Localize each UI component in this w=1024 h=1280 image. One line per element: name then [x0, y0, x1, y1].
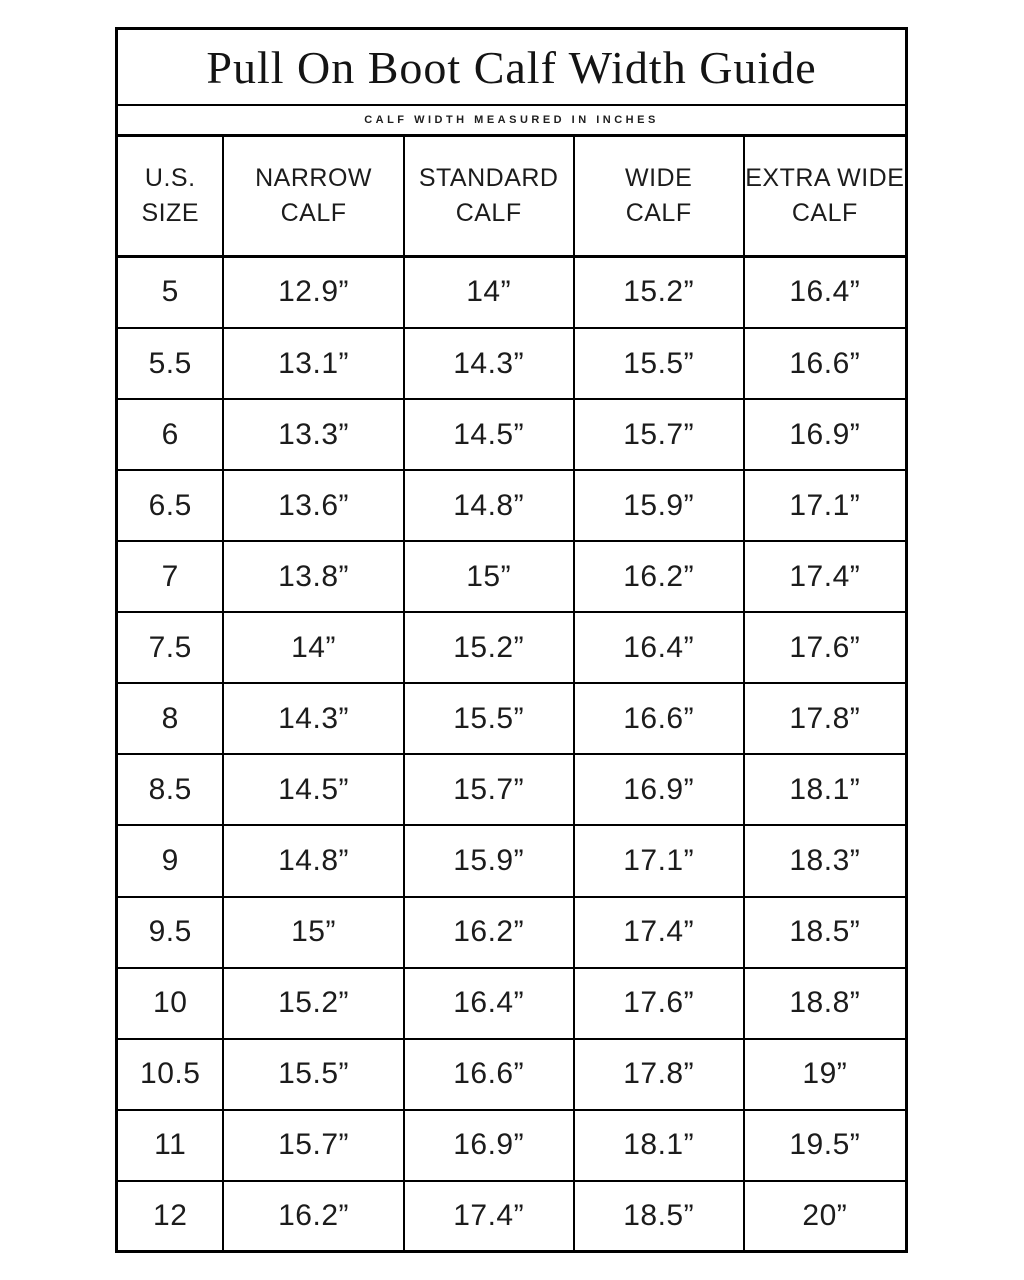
size-cell: 10	[118, 968, 223, 1039]
width-cell: 19.5”	[744, 1110, 905, 1181]
size-cell: 6	[118, 399, 223, 470]
width-cell: 12.9”	[223, 256, 403, 328]
width-cell: 16.9”	[744, 399, 905, 470]
column-header: STANDARD CALF	[404, 137, 574, 256]
width-cell: 16.2”	[223, 1181, 403, 1250]
size-cell: 11	[118, 1110, 223, 1181]
width-cell: 16.2”	[404, 897, 574, 968]
width-cell: 16.6”	[574, 683, 744, 754]
width-cell: 17.1”	[574, 825, 744, 896]
size-cell: 7	[118, 541, 223, 612]
size-cell: 9	[118, 825, 223, 896]
size-cell: 5	[118, 256, 223, 328]
table-row	[118, 968, 905, 1039]
size-cell: 7.5	[118, 612, 223, 683]
table-row	[118, 683, 905, 754]
width-cell: 16.6”	[404, 1039, 574, 1110]
subtitle-note: CALF WIDTH MEASURED IN INCHES	[364, 114, 659, 126]
width-cell: 18.5”	[574, 1181, 744, 1250]
width-cell: 16.4”	[744, 256, 905, 328]
table-row	[118, 825, 905, 896]
width-cell: 18.3”	[744, 825, 905, 896]
width-cell: 17.6”	[574, 968, 744, 1039]
table-row	[118, 328, 905, 399]
width-cell: 15.7”	[404, 754, 574, 825]
size-cell: 5.5	[118, 328, 223, 399]
width-cell: 20”	[744, 1181, 905, 1250]
width-cell: 15.9”	[404, 825, 574, 896]
table-row	[118, 541, 905, 612]
size-cell: 6.5	[118, 470, 223, 541]
width-cell: 15.9”	[574, 470, 744, 541]
width-cell: 14.8”	[404, 470, 574, 541]
table-row	[118, 612, 905, 683]
width-cell: 14.3”	[223, 683, 403, 754]
column-header: WIDE CALF	[574, 137, 744, 256]
width-cell: 15.2”	[223, 968, 403, 1039]
width-cell: 17.8”	[744, 683, 905, 754]
size-cell: 10.5	[118, 1039, 223, 1110]
width-cell: 16.4”	[574, 612, 744, 683]
size-table	[118, 137, 905, 1250]
width-cell: 15.5”	[404, 683, 574, 754]
title-box	[118, 30, 905, 106]
page-title: Pull On Boot Calf Width Guide	[206, 41, 817, 93]
size-cell: 8	[118, 683, 223, 754]
width-cell: 16.6”	[744, 328, 905, 399]
width-cell: 13.1”	[223, 328, 403, 399]
table-row	[118, 897, 905, 968]
column-header: U.S. SIZE	[118, 137, 223, 256]
width-cell: 18.5”	[744, 897, 905, 968]
size-cell: 9.5	[118, 897, 223, 968]
calf-width-guide	[115, 27, 908, 1253]
table-row	[118, 399, 905, 470]
width-cell: 18.1”	[744, 754, 905, 825]
width-cell: 13.6”	[223, 470, 403, 541]
subtitle-box	[118, 106, 905, 137]
width-cell: 16.4”	[404, 968, 574, 1039]
width-cell: 17.8”	[574, 1039, 744, 1110]
table-row	[118, 470, 905, 541]
table-row	[118, 1039, 905, 1110]
width-cell: 14.8”	[223, 825, 403, 896]
width-cell: 15.2”	[404, 612, 574, 683]
table-header-row	[118, 137, 905, 256]
width-cell: 15.5”	[574, 328, 744, 399]
width-cell: 15.7”	[223, 1110, 403, 1181]
width-cell: 17.4”	[404, 1181, 574, 1250]
width-cell: 13.8”	[223, 541, 403, 612]
width-cell: 16.9”	[404, 1110, 574, 1181]
width-cell: 19”	[744, 1039, 905, 1110]
width-cell: 17.4”	[574, 897, 744, 968]
width-cell: 17.1”	[744, 470, 905, 541]
width-cell: 14.3”	[404, 328, 574, 399]
width-cell: 17.6”	[744, 612, 905, 683]
column-header: EXTRA WIDE CALF	[744, 137, 905, 256]
width-cell: 15.5”	[223, 1039, 403, 1110]
column-header: NARROW CALF	[223, 137, 403, 256]
width-cell: 15”	[223, 897, 403, 968]
width-cell: 15.2”	[574, 256, 744, 328]
size-cell: 8.5	[118, 754, 223, 825]
table-row	[118, 1110, 905, 1181]
size-cell: 12	[118, 1181, 223, 1250]
table-row	[118, 754, 905, 825]
width-cell: 18.1”	[574, 1110, 744, 1181]
table-row	[118, 256, 905, 328]
width-cell: 14”	[223, 612, 403, 683]
width-cell: 17.4”	[744, 541, 905, 612]
width-cell: 15.7”	[574, 399, 744, 470]
width-cell: 18.8”	[744, 968, 905, 1039]
width-cell: 14.5”	[404, 399, 574, 470]
width-cell: 15”	[404, 541, 574, 612]
table-row	[118, 1181, 905, 1250]
width-cell: 16.9”	[574, 754, 744, 825]
width-cell: 14.5”	[223, 754, 403, 825]
width-cell: 13.3”	[223, 399, 403, 470]
width-cell: 14”	[404, 256, 574, 328]
width-cell: 16.2”	[574, 541, 744, 612]
